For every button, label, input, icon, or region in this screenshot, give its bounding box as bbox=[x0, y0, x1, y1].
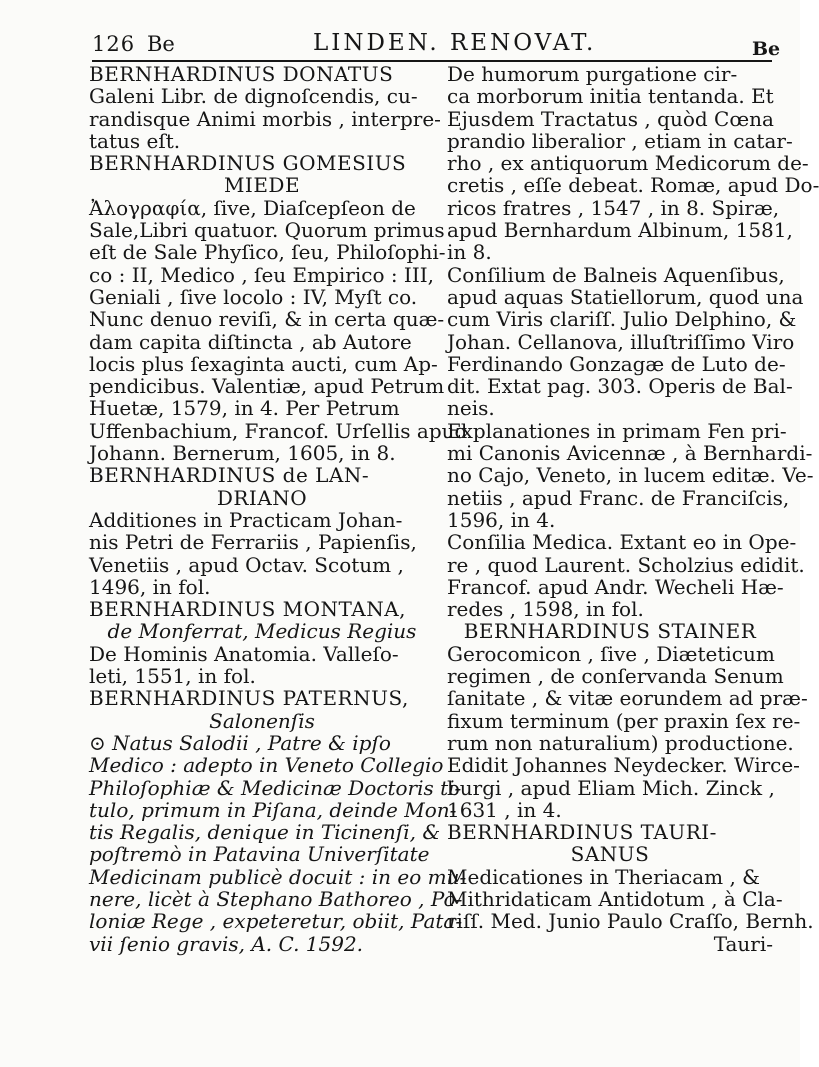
text-line: tis Regalis, denique in Ticinenſi, & bbox=[89, 820, 441, 845]
text-line: Venetiis , apud Octav. Scotum , bbox=[89, 552, 404, 577]
text-line: Medicinam publicè docuit : in eo mu- bbox=[89, 864, 467, 889]
text-line: loniæ Rege , expeteretur, obiit, Pata- bbox=[89, 909, 463, 934]
entry-heading: BERNHARDINUS GOMESIUS bbox=[89, 151, 407, 176]
text-line: Philoſophiæ & Medicinæ Doctoris ti- bbox=[89, 775, 462, 800]
text-line: Edidit Johannes Neydecker. Wirce- bbox=[447, 753, 800, 778]
text-line: co : II, Medico , ſeu Empirico : III, bbox=[89, 262, 434, 287]
entry-heading: BERNHARDINUS de LAN- bbox=[89, 463, 370, 488]
text-line: poſtremò in Patavina Univerſitate bbox=[89, 842, 430, 867]
text-line: dam capita diſtincta , ab Autore bbox=[89, 329, 412, 354]
running-title: LINDEN. RENOVAT. bbox=[313, 30, 597, 56]
entry-heading: SANUS bbox=[570, 842, 650, 867]
text-line: Geniali , ſive locolo : IV, Myſt co. bbox=[89, 284, 418, 309]
text-line: ⊙ Natus Salodii , Patre & ipſo bbox=[89, 730, 391, 755]
text-line: Galeni Libr. de dignoſcendis, cu- bbox=[89, 84, 418, 109]
text-line: riſſ. Med. Junio Paulo Craſſo, Bernh. bbox=[447, 909, 814, 934]
text-line: Tauri- bbox=[713, 931, 773, 956]
text-line: cum Viris clariſſ. Julio Delphino, & bbox=[447, 307, 797, 332]
text-line: Explanationes in primam Fen pri- bbox=[447, 418, 787, 443]
text-line: mi Canonis Avicennæ , à Bernhardi- bbox=[447, 441, 813, 466]
text-line: Medico : adepto in Veneto Collegio bbox=[89, 753, 444, 778]
text-line: 1496, in fol. bbox=[89, 574, 211, 599]
text-line: regimen , de conſervanda Senum bbox=[447, 664, 784, 689]
text-line: 1596, in 4. bbox=[447, 507, 556, 532]
text-line: Gerocomicon , ſive , Diæteticum bbox=[447, 641, 775, 666]
text-line: Francof. apud Andr. Wecheli Hæ- bbox=[447, 574, 784, 599]
text-line: Conſilium de Balneis Aquenſibus, bbox=[447, 262, 785, 287]
entry-heading: BERNHARDINUS MONTANA, bbox=[89, 597, 407, 622]
text-line: rho , ex antiquorum Medicorum de- bbox=[447, 151, 809, 176]
entry-heading: BERNHARDINUS PATERNUS, bbox=[89, 686, 409, 711]
text-line: neis. bbox=[447, 396, 495, 421]
text-line: Medicationes in Theriacam , & bbox=[447, 864, 760, 889]
text-line: re , quod Laurent. Scholzius edidit. bbox=[447, 552, 805, 577]
text-line: ſanitate , & vitæ eorundem ad præ- bbox=[447, 686, 808, 711]
text-line: burgi , apud Eliam Mich. Zinck , bbox=[447, 775, 775, 800]
text-line: no Cajo, Veneto, in lucem editæ. Ve- bbox=[447, 463, 814, 488]
text-line: Uffenbachium, Francof. Urſellis apud bbox=[89, 418, 468, 443]
text-line: fixum terminum (per praxin ſex re- bbox=[447, 708, 801, 733]
entry-heading: BERNHARDINUS TAURI- bbox=[447, 820, 717, 845]
text-line: locis plus ſexaginta aucti, cum Ap- bbox=[89, 351, 438, 376]
text-line: apud aquas Statiellorum, quod una bbox=[447, 284, 804, 309]
text-line: nis Petri de Ferrariis , Papienſis, bbox=[89, 530, 417, 555]
text-line: Additiones in Practicam Johan- bbox=[89, 507, 403, 532]
text-line: netiis , apud Franc. de Franciſcis, bbox=[447, 485, 790, 510]
text-line: in 8. bbox=[447, 240, 492, 265]
text-line: vii ſenio gravis, A. C. 1592. bbox=[89, 931, 364, 956]
entry-heading: MIEDE bbox=[223, 173, 301, 198]
text-line: tatus eſt. bbox=[89, 128, 181, 153]
text-line: apud Bernhardum Albinum, 1581, bbox=[447, 218, 793, 243]
text-line: Conſilia Medica. Extant eo in Ope- bbox=[447, 530, 797, 555]
text-line: rum non naturalium) productione. bbox=[447, 730, 794, 755]
header-prefix: Be bbox=[147, 32, 175, 56]
entry-subheading: de Monferrat, Medicus Regius bbox=[107, 619, 417, 644]
text-line: randisque Animi morbis , interpre- bbox=[89, 106, 441, 131]
text-line: Ἀλογραφία, ſive, Diaſcepſeon de bbox=[89, 195, 416, 220]
text-line: ricos fratres , 1547 , in 8. Spiræ, bbox=[447, 195, 780, 220]
text-line: Johan. Cellanova, illuſtriſſimo Viro bbox=[447, 329, 795, 354]
text-line: Ejusdem Tractatus , quòd Cœna bbox=[447, 106, 774, 131]
right-column bbox=[447, 62, 819, 956]
entry-heading: BERNHARDINUS DONATUS bbox=[89, 62, 394, 86]
text-line: leti, 1551, in fol. bbox=[89, 664, 256, 689]
header-catchword: Be bbox=[752, 38, 781, 60]
text-line: Johann. Bernerum, 1605, in 8. bbox=[89, 441, 396, 466]
text-line: eſt de Sale Phyſico, ſeu, Philoſophi- bbox=[89, 240, 446, 265]
left-column bbox=[89, 62, 468, 956]
text-line: Mithridaticam Antidotum , à Cla- bbox=[447, 886, 783, 911]
text-line: Ferdinando Gonzagæ de Luto de- bbox=[447, 351, 786, 376]
text-line: Nunc denuo reviſi, & in certa quæ- bbox=[89, 307, 445, 332]
text-line: De Hominis Anatomia. Valleſo- bbox=[89, 641, 399, 666]
text-line: De humorum purgatione cir- bbox=[447, 62, 738, 86]
entry-subheading: Salonenſis bbox=[209, 708, 315, 733]
text-line: dit. Extat pag. 303. Operis de Bal- bbox=[447, 374, 793, 399]
page-number: 126 bbox=[92, 32, 136, 56]
text-line: cretis , eſſe debeat. Romæ, apud Do- bbox=[447, 173, 819, 198]
text-line: redes , 1598, in fol. bbox=[447, 597, 644, 622]
text-line: 1631 , in 4. bbox=[447, 797, 562, 822]
text-line: ca morborum initia tentanda. Et bbox=[447, 84, 774, 109]
text-line: Huetæ, 1579, in 4. Per Petrum bbox=[89, 396, 400, 421]
text-line: prandio liberalior , etiam in catar- bbox=[447, 128, 793, 153]
text-line: nere, licèt à Stephano Bathoreo , Po- bbox=[89, 886, 463, 911]
entry-heading: DRIANO bbox=[216, 485, 308, 510]
text-line: tulo, primum in Piſana, deinde Mon- bbox=[89, 797, 457, 822]
entry-heading: BERNHARDINUS STAINER bbox=[463, 619, 757, 644]
text-line: Sale,Libri quatuor. Quorum primus bbox=[89, 218, 445, 243]
text-line: pendicibus. Valentiæ, apud Petrum bbox=[89, 374, 445, 399]
